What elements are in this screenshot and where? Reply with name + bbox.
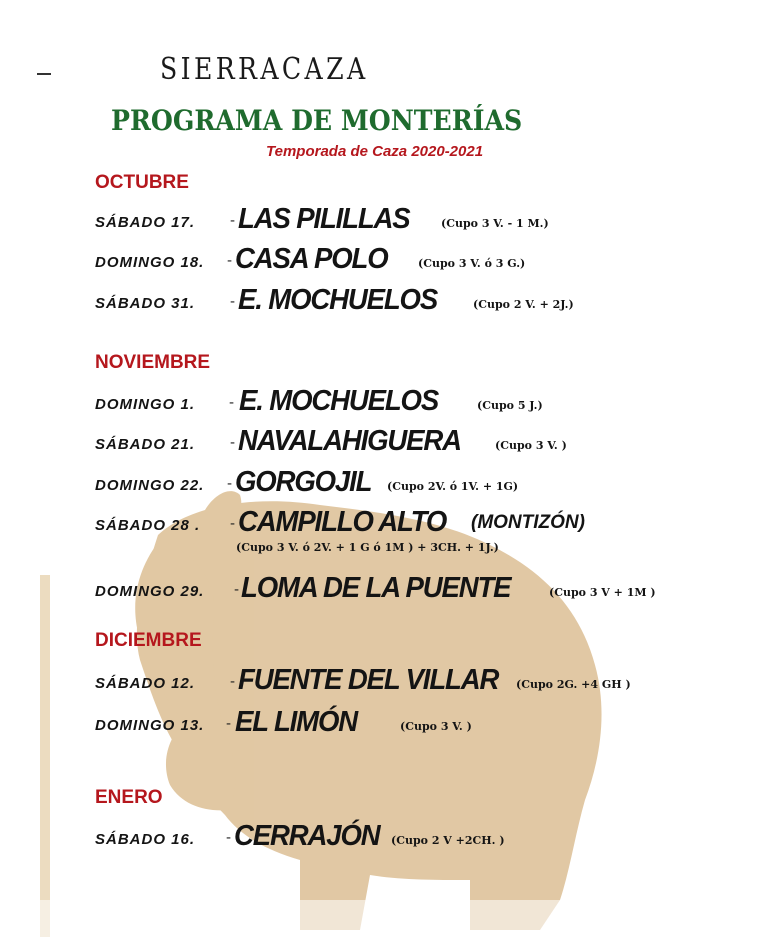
hunt-day: SÁBADO 21. bbox=[95, 436, 196, 453]
hunt-dash: - bbox=[234, 582, 240, 598]
hunt-day: SÁBADO 28 . bbox=[95, 517, 201, 534]
month-january: ENERO bbox=[95, 787, 163, 808]
hunt-dash: - bbox=[226, 716, 232, 732]
hunt-estate: LOMA DE LA PUENTE bbox=[241, 572, 511, 604]
hunt-dash: - bbox=[227, 476, 233, 492]
hunt-dash: - bbox=[227, 253, 233, 269]
hunt-dash: - bbox=[230, 213, 236, 229]
month-october: OCTUBRE bbox=[95, 172, 189, 193]
hunt-dash: - bbox=[230, 674, 236, 690]
hunt-day: DOMINGO 18. bbox=[95, 254, 205, 271]
hunt-estate: CAMPILLO ALTO bbox=[238, 506, 447, 538]
hunt-estate: CASA POLO bbox=[235, 243, 388, 275]
hunt-quota: (Cupo 2V. ó 1V. + 1G) bbox=[387, 480, 519, 493]
hunt-estate: CERRAJÓN bbox=[234, 820, 380, 852]
hunt-dash: - bbox=[230, 435, 236, 451]
hunt-quota: (Cupo 5 J.) bbox=[477, 399, 543, 412]
hunt-estate: E. MOCHUELOS bbox=[239, 385, 439, 417]
hunt-day: DOMINGO 1. bbox=[95, 396, 196, 413]
decorative-dash bbox=[37, 73, 51, 75]
month-november: NOVIEMBRE bbox=[95, 352, 211, 373]
brand-name: SIERRACAZA bbox=[160, 52, 369, 87]
hunt-day: DOMINGO 13. bbox=[95, 717, 205, 734]
hunt-dash: - bbox=[230, 294, 236, 310]
hunt-dash: - bbox=[226, 830, 232, 846]
hunt-day: DOMINGO 29. bbox=[95, 583, 205, 600]
program-title: PROGRAMA DE MONTERÍAS bbox=[111, 104, 523, 137]
hunt-day: SÁBADO 16. bbox=[95, 831, 196, 848]
hunt-estate-extra: (MONTIZÓN) bbox=[471, 512, 585, 533]
hunt-day: DOMINGO 22. bbox=[95, 477, 205, 494]
hunt-quota-note: (Cupo 3 V. ó 2V. + 1 G ó 1M ) + 3CH. + 1J.) bbox=[236, 541, 499, 554]
hunt-quota: (Cupo 3 V. ó 3 G.) bbox=[418, 257, 526, 270]
hunt-day: SÁBADO 17. bbox=[95, 214, 196, 231]
hunt-estate: E. MOCHUELOS bbox=[238, 284, 438, 316]
hunt-estate: FUENTE DEL VILLAR bbox=[238, 664, 499, 696]
hunt-quota: (Cupo 3 V. ) bbox=[495, 439, 567, 452]
hunt-day: SÁBADO 31. bbox=[95, 295, 196, 312]
hunt-quota: (Cupo 2 V. + 2J.) bbox=[473, 298, 574, 311]
hunt-day: SÁBADO 12. bbox=[95, 675, 196, 692]
hunt-quota: (Cupo 3 V + 1M ) bbox=[549, 586, 656, 599]
month-december: DICIEMBRE bbox=[95, 630, 202, 651]
hunt-quota: (Cupo 2 V +2CH. ) bbox=[391, 834, 505, 847]
hunt-quota: (Cupo 3 V. - 1 M.) bbox=[441, 217, 549, 230]
season-subtitle: Temporada de Caza 2020-2021 bbox=[266, 143, 484, 160]
hunt-quota: (Cupo 2G. +4 GH ) bbox=[516, 678, 631, 691]
hunt-estate: LAS PILILLAS bbox=[238, 203, 410, 235]
hunt-dash: - bbox=[230, 516, 236, 532]
hunt-estate: EL LIMÓN bbox=[235, 706, 358, 738]
hunt-quota: (Cupo 3 V. ) bbox=[400, 720, 472, 733]
hunt-estate: NAVALAHIGUERA bbox=[238, 425, 461, 457]
hunt-estate: GORGOJIL bbox=[235, 466, 372, 498]
hunt-dash: - bbox=[229, 395, 235, 411]
